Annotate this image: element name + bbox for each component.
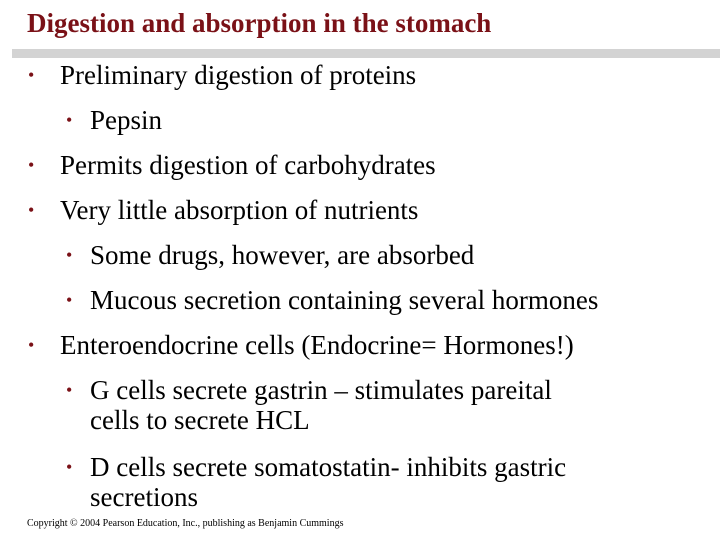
copyright-notice: Copyright © 2004 Pearson Education, Inc., publishing as Benjamin Cummings: [27, 518, 344, 529]
bullet-icon: •: [66, 110, 73, 130]
bullet-icon: •: [28, 155, 35, 175]
sub-bullet-item: [66, 285, 599, 315]
bullet-item: [28, 195, 419, 225]
bullet-icon: •: [66, 380, 73, 400]
bullet-icon: •: [66, 245, 73, 265]
title-divider: [12, 49, 720, 58]
bullet-item: [28, 330, 574, 360]
bullet-icon: •: [28, 65, 35, 85]
bullet-item: [28, 60, 417, 90]
bullet-icon: •: [66, 457, 73, 477]
bullet-text: Mucous secretion containing several hormones: [90, 285, 599, 315]
bullet-text: Very little absorption of nutrients: [60, 195, 419, 225]
bullet-text: Permits digestion of carbohydrates: [60, 150, 436, 180]
bullet-text: Preliminary digestion of proteins: [60, 60, 417, 90]
bullet-text: Pepsin: [90, 105, 163, 135]
bullet-icon: •: [28, 200, 35, 220]
sub-bullet-item: [66, 375, 552, 435]
bullet-icon: •: [28, 335, 35, 355]
bullet-text-line: D cells secrete somatostatin- inhibits gastric: [90, 452, 567, 482]
bullet-text-line: secretions: [90, 482, 198, 512]
sub-bullet-item: [66, 452, 567, 512]
bullet-text-line: cells to secrete HCL: [90, 405, 310, 435]
sub-bullet-item: [66, 240, 475, 270]
bullet-item: [28, 150, 436, 180]
slide-title: Digestion and absorption in the stomach: [27, 8, 492, 38]
bullet-icon: •: [66, 290, 73, 310]
bullet-text: Enteroendocrine cells (Endocrine= Hormones!): [60, 330, 574, 360]
bullet-text: Some drugs, however, are absorbed: [90, 240, 475, 270]
bullet-text-line: G cells secrete gastrin – stimulates pareital: [90, 375, 552, 405]
sub-bullet-item: [66, 105, 163, 135]
